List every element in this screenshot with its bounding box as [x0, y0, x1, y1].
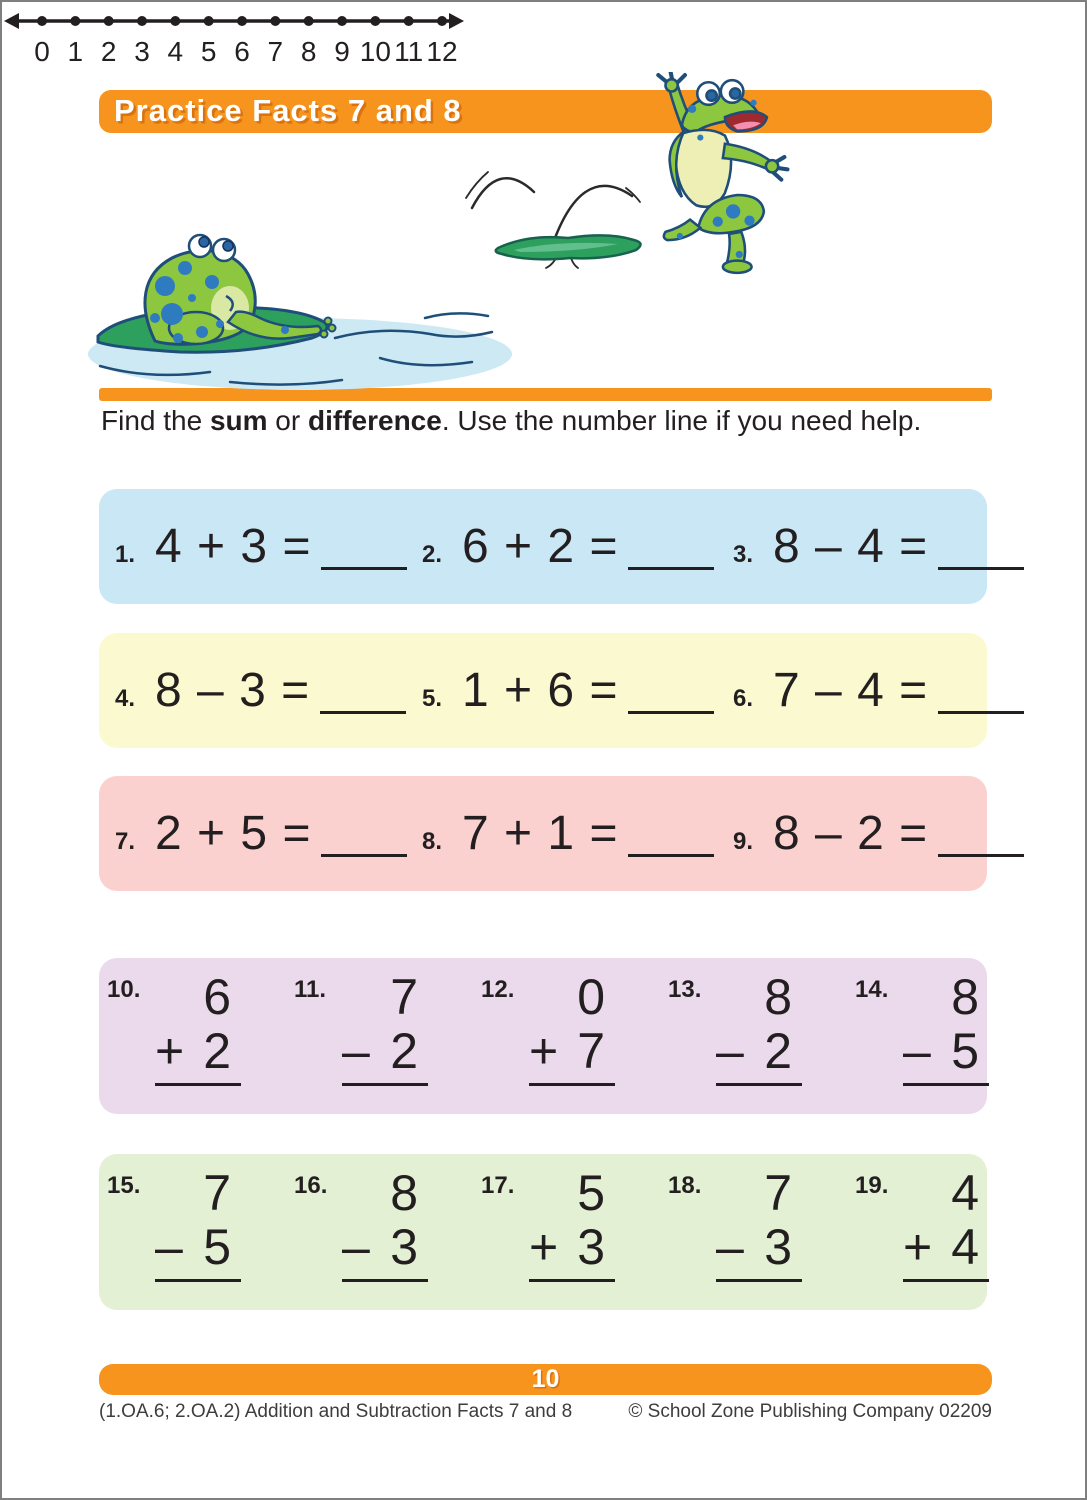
number-line-label: 11	[394, 36, 424, 67]
bottom-operand: 5	[203, 1219, 231, 1275]
top-operand: 8	[951, 969, 979, 1025]
problem-number: 6.	[733, 685, 754, 712]
stacked-problem	[529, 1165, 615, 1282]
problem-expression: 7 – 4 =	[773, 664, 929, 717]
stacked-problem	[155, 969, 241, 1086]
answer-blank[interactable]	[628, 854, 714, 857]
number-line	[2, 2, 482, 70]
jumping-frog	[658, 72, 787, 273]
operator: +	[529, 1219, 559, 1275]
equation-row-yellow	[99, 633, 987, 748]
sitting-frog-illustration	[80, 226, 524, 396]
problem-13	[668, 969, 855, 1086]
problem-number: 2.	[422, 541, 443, 568]
answer-blank[interactable]	[938, 711, 1024, 714]
answer-blank[interactable]	[320, 711, 406, 714]
answer-blank[interactable]	[938, 567, 1024, 570]
number-line-dot	[137, 16, 147, 26]
problem-number: 11.	[294, 976, 327, 1003]
problem-10	[107, 969, 294, 1086]
stacked-problem	[903, 1165, 989, 1282]
problem-19	[855, 1165, 989, 1282]
answer-rule[interactable]	[155, 1083, 241, 1086]
stacked-problem	[342, 1165, 428, 1282]
number-line-dot	[370, 16, 380, 26]
problem-expression: 8 – 4 =	[773, 520, 929, 573]
operator: –	[155, 1219, 183, 1275]
instruction-part: Find the	[101, 405, 210, 436]
answer-rule[interactable]	[716, 1279, 802, 1282]
number-line-dot	[270, 16, 280, 26]
bottom-line	[155, 1023, 241, 1079]
problem-number: 7.	[115, 828, 136, 855]
top-operand: 6	[203, 969, 231, 1025]
operator: –	[716, 1023, 744, 1079]
number-line-label: 10	[359, 36, 391, 67]
page-number: 10	[531, 1365, 560, 1393]
answer-rule[interactable]	[903, 1279, 989, 1282]
problem-expression: 4 + 3 =	[155, 520, 312, 573]
bottom-operand: 2	[203, 1023, 231, 1079]
problem-number: 9.	[733, 828, 754, 855]
answer-rule[interactable]	[529, 1279, 615, 1282]
footer-copyright-text: © School Zone Publishing Company 02209	[628, 1401, 992, 1422]
problem-14	[855, 969, 989, 1086]
left-arrow-icon	[4, 13, 19, 29]
bottom-line	[342, 1219, 428, 1275]
sitting-frog	[145, 235, 336, 344]
problem-18	[668, 1165, 855, 1282]
bottom-line	[155, 1219, 241, 1275]
number-line-label: 9	[334, 36, 350, 67]
problem-15	[107, 1165, 294, 1282]
number-line-label: 7	[267, 36, 284, 67]
problem-expression: 2 + 5 =	[155, 807, 312, 860]
top-operand: 7	[203, 1165, 231, 1221]
problem-16	[294, 1165, 481, 1282]
answer-rule[interactable]	[903, 1083, 989, 1086]
bottom-line	[903, 1219, 989, 1275]
answer-blank[interactable]	[628, 567, 714, 570]
bottom-line	[529, 1023, 615, 1079]
top-operand: 8	[764, 969, 792, 1025]
number-line-dot	[237, 16, 247, 26]
vertical-row-green	[99, 1154, 987, 1310]
right-arrow-icon	[449, 13, 464, 29]
bottom-line	[903, 1023, 989, 1079]
stacked-problem	[529, 969, 615, 1086]
number-line-label: 1	[67, 36, 84, 67]
problem-expression: 8 – 2 =	[773, 807, 929, 860]
instructions-text	[101, 405, 921, 437]
problem-6	[733, 663, 1024, 718]
stacked-problem	[903, 969, 989, 1086]
answer-blank[interactable]	[628, 711, 714, 714]
instruction-difference: difference	[308, 405, 442, 436]
problem-9	[733, 806, 1024, 861]
number-line-label: 6	[234, 36, 250, 67]
page-title: Practice Facts 7 and 8	[114, 93, 462, 128]
operator: +	[529, 1023, 559, 1079]
problem-number: 5.	[422, 685, 443, 712]
header-bar	[99, 90, 992, 133]
answer-rule[interactable]	[716, 1083, 802, 1086]
instruction-part: or	[267, 405, 308, 436]
number-line-dot	[104, 16, 114, 26]
problem-number: 14.	[855, 976, 889, 1003]
number-line-label: 5	[200, 36, 217, 67]
answer-rule[interactable]	[155, 1279, 241, 1282]
answer-rule[interactable]	[342, 1083, 428, 1086]
number-line-dot	[404, 16, 414, 26]
number-line-dot	[70, 16, 80, 26]
answer-blank[interactable]	[321, 854, 407, 857]
answer-rule[interactable]	[529, 1083, 615, 1086]
operator: –	[903, 1023, 931, 1079]
bottom-operand: 7	[577, 1023, 605, 1079]
instruction-part: . Use the number line if you need help.	[441, 405, 922, 436]
footer-standards-text: (1.OA.6; 2.OA.2) Addition and Subtraction Facts 7 and 8	[99, 1401, 573, 1422]
problem-7	[115, 806, 422, 861]
vertical-row-purple	[99, 958, 987, 1114]
problem-expression: 1 + 6 =	[462, 664, 619, 717]
stacked-problem	[155, 1165, 241, 1282]
problem-number: 4.	[115, 685, 136, 712]
equation-row-pink	[99, 776, 987, 891]
top-operand: 5	[577, 1165, 605, 1221]
bottom-operand: 3	[577, 1219, 605, 1275]
bottom-operand: 3	[764, 1219, 792, 1275]
answer-blank[interactable]	[938, 854, 1024, 857]
number-line-dot	[437, 16, 447, 26]
top-operand: 4	[951, 1165, 979, 1221]
jumping-frog-illustration	[610, 72, 805, 277]
problem-8	[422, 806, 733, 861]
answer-blank[interactable]	[321, 567, 407, 570]
problem-number: 13.	[668, 976, 702, 1003]
equation-row-blue	[99, 489, 987, 604]
operator: +	[903, 1219, 933, 1275]
number-line-dot	[304, 16, 314, 26]
problem-number: 18.	[668, 1172, 702, 1199]
problem-expression: 7 + 1 =	[462, 807, 619, 860]
number-line-label: 8	[300, 36, 317, 67]
problem-2	[422, 519, 733, 574]
number-line-dot	[337, 16, 347, 26]
problem-12	[481, 969, 668, 1086]
problem-17	[481, 1165, 668, 1282]
bottom-line	[716, 1219, 802, 1275]
answer-rule[interactable]	[342, 1279, 428, 1282]
problem-4	[115, 663, 422, 718]
instruction-sum: sum	[209, 405, 268, 436]
problem-5	[422, 663, 733, 718]
bottom-line	[529, 1219, 615, 1275]
stacked-problem	[342, 969, 428, 1086]
footer-bar	[99, 1364, 992, 1395]
problem-number: 16.	[294, 1172, 328, 1199]
operator: +	[155, 1023, 185, 1079]
number-line-dot	[204, 16, 214, 26]
number-line-label: 0	[34, 36, 50, 67]
stacked-problem	[716, 969, 802, 1086]
problem-11	[294, 969, 481, 1086]
problem-number: 3.	[733, 541, 754, 568]
problem-number: 8.	[422, 828, 443, 855]
number-line-label: 2	[100, 36, 117, 67]
number-line-label: 3	[134, 36, 150, 67]
top-operand: 7	[390, 969, 418, 1025]
bottom-line	[342, 1023, 428, 1079]
top-operand: 7	[764, 1165, 792, 1221]
problem-number: 17.	[481, 1172, 515, 1199]
number-line-label: 12	[426, 36, 458, 67]
top-operand: 0	[577, 969, 605, 1025]
problem-expression: 6 + 2 =	[462, 520, 619, 573]
operator: –	[342, 1219, 370, 1275]
problem-1	[115, 519, 422, 574]
bottom-line	[716, 1023, 802, 1079]
problem-3	[733, 519, 1024, 574]
operator: –	[342, 1023, 370, 1079]
number-line-label: 4	[167, 36, 184, 67]
operator: –	[716, 1219, 744, 1275]
number-line-dot	[37, 16, 47, 26]
bottom-operand: 3	[390, 1219, 418, 1275]
bottom-operand: 2	[764, 1023, 792, 1079]
problem-number: 12.	[481, 976, 515, 1003]
bottom-operand: 2	[390, 1023, 418, 1079]
number-line-dot	[170, 16, 180, 26]
bottom-operand: 4	[951, 1219, 979, 1275]
bottom-operand: 5	[951, 1023, 979, 1079]
problem-number: 19.	[855, 1172, 889, 1199]
problem-number: 1.	[115, 541, 136, 568]
problem-expression: 8 – 3 =	[155, 664, 311, 717]
stacked-problem	[716, 1165, 802, 1282]
problem-number: 10.	[107, 976, 141, 1003]
problem-number: 15.	[107, 1172, 141, 1199]
top-operand: 8	[390, 1165, 418, 1221]
